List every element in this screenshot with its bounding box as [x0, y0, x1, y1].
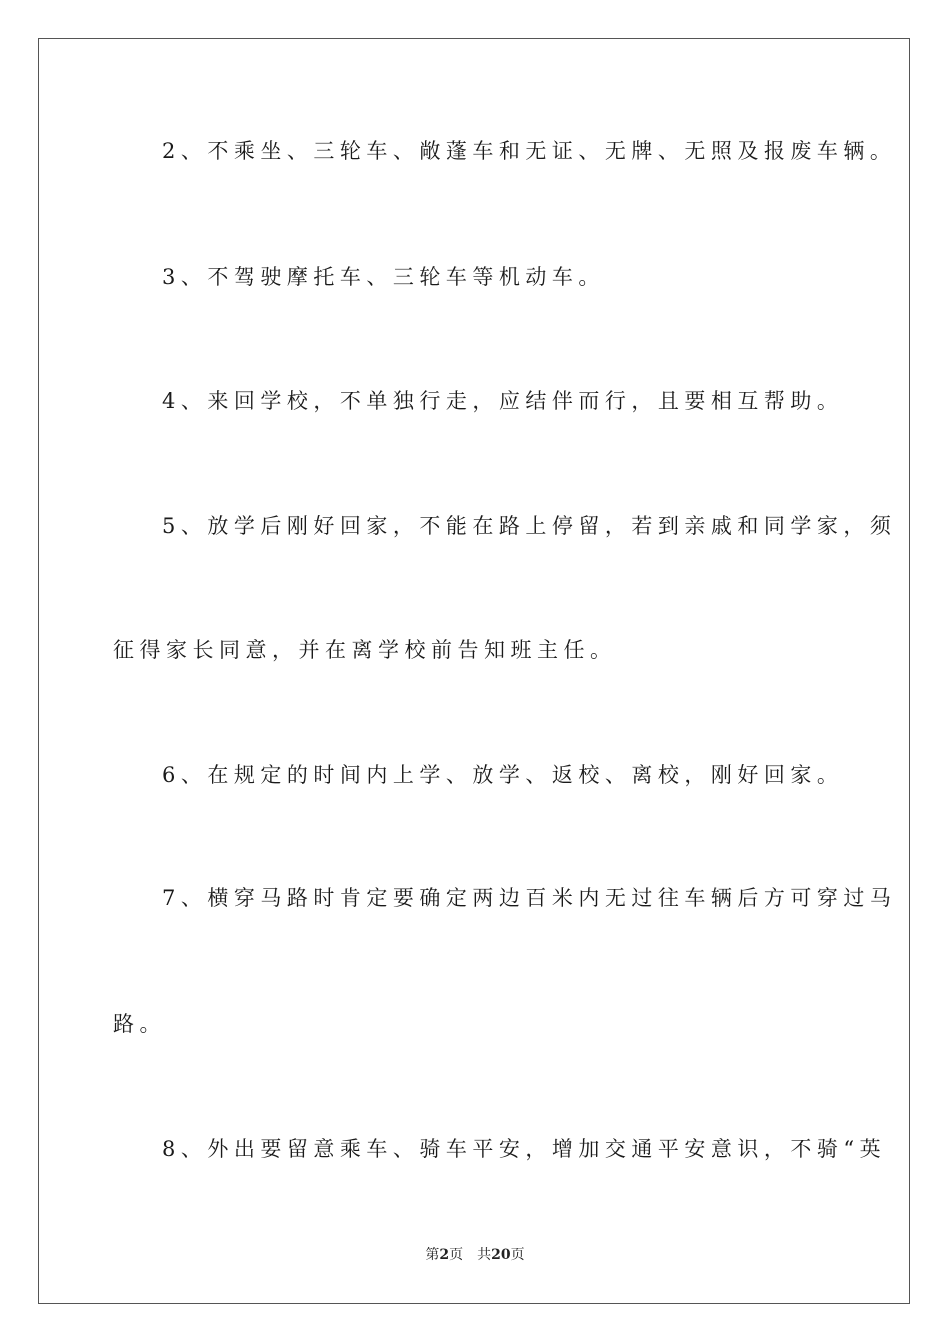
- paragraph-7-line-1: 7、横穿马路时肯定要确定两边百米内无过往车辆后方可穿过马: [162, 886, 897, 910]
- paragraph-4-line-1: 4、来回学校，不单独行走，应结伴而行，且要相互帮助。: [162, 389, 844, 413]
- page-border: [38, 38, 910, 1304]
- footer-page-prefix: 第: [425, 1247, 440, 1263]
- paragraph-7-line-2: 路。: [113, 1012, 166, 1036]
- paragraph-5-line-2: 征得家长同意，并在离学校前告知班主任。: [113, 638, 617, 662]
- paragraph-5-line-1: 5、放学后刚好回家，不能在路上停留，若到亲戚和同学家，须: [162, 514, 897, 538]
- paragraph-8-line-1: 8、外出要留意乘车、骑车平安，增加交通平安意识，不骑“英: [162, 1137, 887, 1161]
- paragraph-6-line-1: 6、在规定的时间内上学、放学、返校、离校，刚好回家。: [162, 763, 844, 787]
- footer-page-suffix: 页: [449, 1247, 464, 1263]
- footer-total-prefix: 共: [477, 1247, 492, 1263]
- paragraph-2-line-1: 2、不乘坐、三轮车、敞蓬车和无证、无牌、无照及报废车辆。: [162, 139, 897, 163]
- paragraph-3-line-1: 3、不驾驶摩托车、三轮车等机动车。: [162, 265, 605, 289]
- footer-page-number: 2: [439, 1247, 450, 1263]
- footer-total-pages: 20: [491, 1247, 511, 1263]
- footer-total-suffix: 页: [510, 1247, 525, 1263]
- page-footer: [0, 1246, 950, 1264]
